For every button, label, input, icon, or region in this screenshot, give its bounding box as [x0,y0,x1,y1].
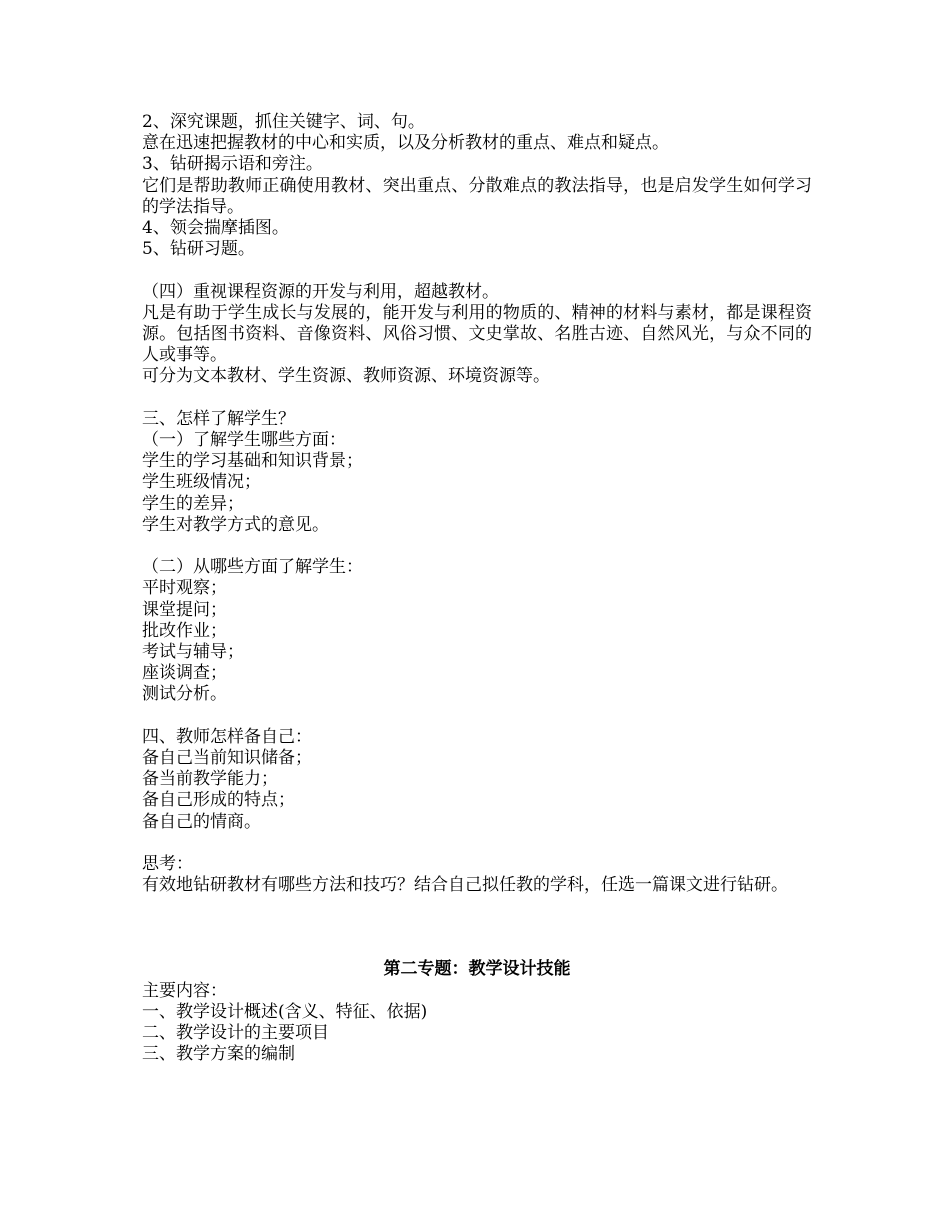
chapter-title: 第二专题：教学设计技能 [383,959,571,980]
list-item: 三、教学方案的编制 [142,1044,295,1065]
section-heading: 三、怎样了解学生？ [142,408,295,429]
list-item: 备自己形成的特点； [142,790,295,811]
section-heading: 思考： [142,854,193,875]
paragraph: 2、深究课题，抓住关键字、词、句。 [142,112,425,132]
list-item: 课堂提问； [142,599,227,620]
list-item: 备当前教学能力； [142,769,278,790]
list-item: 测试分析。 [142,684,227,705]
section-heading: 四、教师怎样备自己： [142,726,312,747]
spacer [142,536,812,557]
list-item: 平时观察； [142,578,227,599]
list-item: 学生的差异； [142,493,244,514]
list-item: 二、教学设计的主要项目 [142,1023,329,1044]
list-item: 批改作业； [142,620,227,641]
label: 主要内容： [142,980,227,1001]
list-item: 学生的学习基础和知识背景； [142,451,363,472]
spacer [142,833,812,854]
paragraph: 5、钻研习题。 [142,239,255,260]
spacer [142,260,812,281]
section-heading: （四）重视课程资源的开发与利用，超越教材。 [142,281,499,302]
paragraph: 凡是有助于学生成长与发展的，能开发与利用的物质的、精神的材料与素材，都是课程资源。包括图书资料、音像资料、风俗习惯、文史掌故、名胜古迹、自然风光，与众不同的人或事等。 [142,302,812,366]
list-item: 学生班级情况； [142,472,261,493]
paragraph: 意在迅速把握教材的中心和实质，以及分析教材的重点、难点和疑点。 [142,133,669,154]
subsection-heading: （一）了解学生哪些方面： [142,430,346,451]
paragraph: 4、领会揣摩插图。 [142,218,289,239]
list-item: 座谈调查； [142,663,227,684]
paragraph: 3、钻研揭示语和旁注。 [142,154,323,175]
spacer [142,706,812,727]
list-item: 学生对教学方式的意见。 [142,514,329,535]
document-body [142,112,812,1065]
spacer [142,388,812,409]
list-item: 考试与辅导； [142,642,244,663]
paragraph: 可分为文本教材、学生资源、教师资源、环境资源等。 [142,366,550,387]
spacer [142,896,812,959]
list-item: 一、教学设计概述(含义、特征、依据) [142,1001,428,1022]
paragraph: 它们是帮助教师正确使用教材、突出重点、分散难点的教法指导，也是启发学生如何学习的学法指导。 [142,175,812,217]
list-item: 备自己当前知识储备； [142,748,312,769]
paragraph: 有效地钻研教材有哪些方法和技巧？结合自己拟任教的学科，任选一篇课文进行钻研。 [142,875,788,896]
subsection-heading: （二）从哪些方面了解学生： [142,557,363,578]
list-item: 备自己的情商。 [142,811,261,832]
